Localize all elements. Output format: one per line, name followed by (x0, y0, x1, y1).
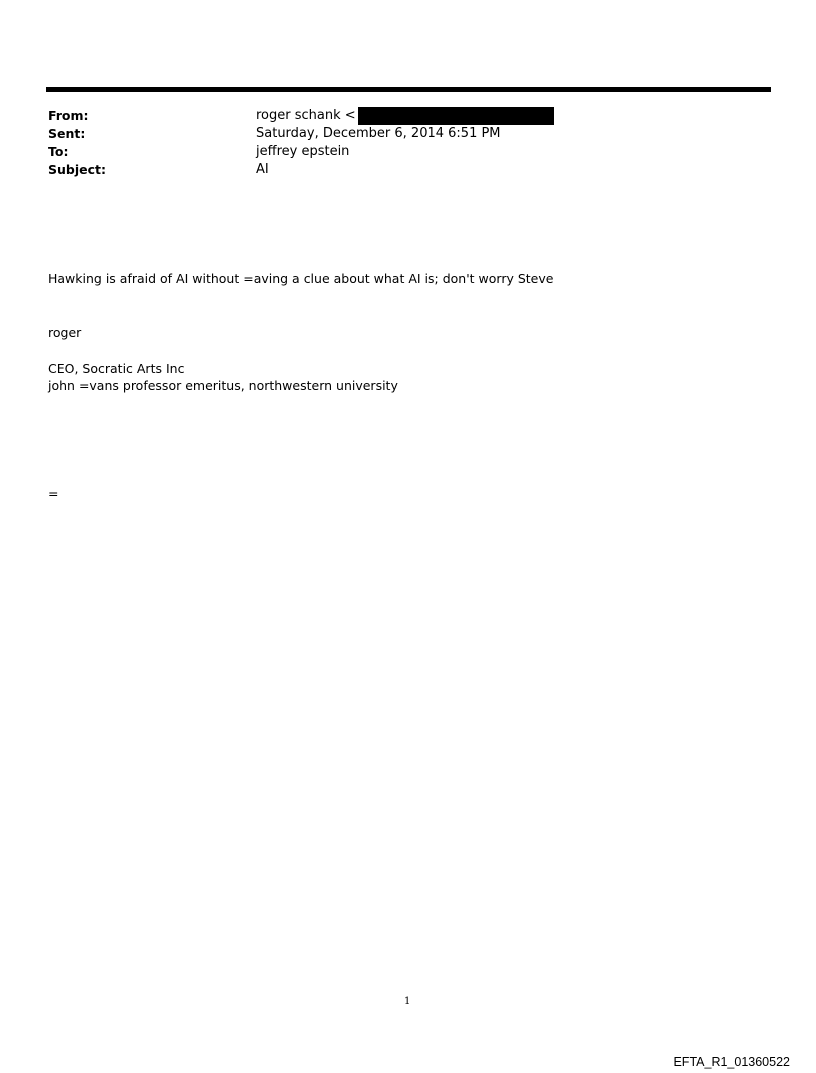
subject-row (48, 161, 748, 179)
subject-label: Subject: (48, 162, 106, 177)
to-value: jeffrey epstein (256, 144, 350, 159)
subject-value: AI (256, 162, 269, 177)
sent-label: Sent: (48, 126, 86, 141)
redaction-block (358, 107, 554, 125)
message-body: Hawking is afraid of AI without =aving a clue about what AI is; don't worry Steve (48, 271, 554, 286)
header-divider (46, 87, 771, 92)
sent-row (48, 125, 748, 143)
signature-position: john =vans professor emeritus, northwestern university (48, 378, 398, 393)
to-label: To: (48, 144, 69, 159)
from-value (256, 107, 554, 125)
from-label: From: (48, 108, 89, 123)
document-id: EFTA_R1_01360522 (673, 1055, 790, 1069)
to-row (48, 143, 748, 161)
signature-name: roger (48, 325, 82, 340)
trailing-char: = (48, 486, 59, 501)
from-sender: roger schank < (256, 108, 356, 123)
email-header (48, 107, 748, 179)
page-number: 1 (404, 996, 411, 1007)
sent-value: Saturday, December 6, 2014 6:51 PM (256, 126, 501, 141)
from-row (48, 107, 748, 125)
signature-title: CEO, Socratic Arts Inc (48, 361, 185, 376)
